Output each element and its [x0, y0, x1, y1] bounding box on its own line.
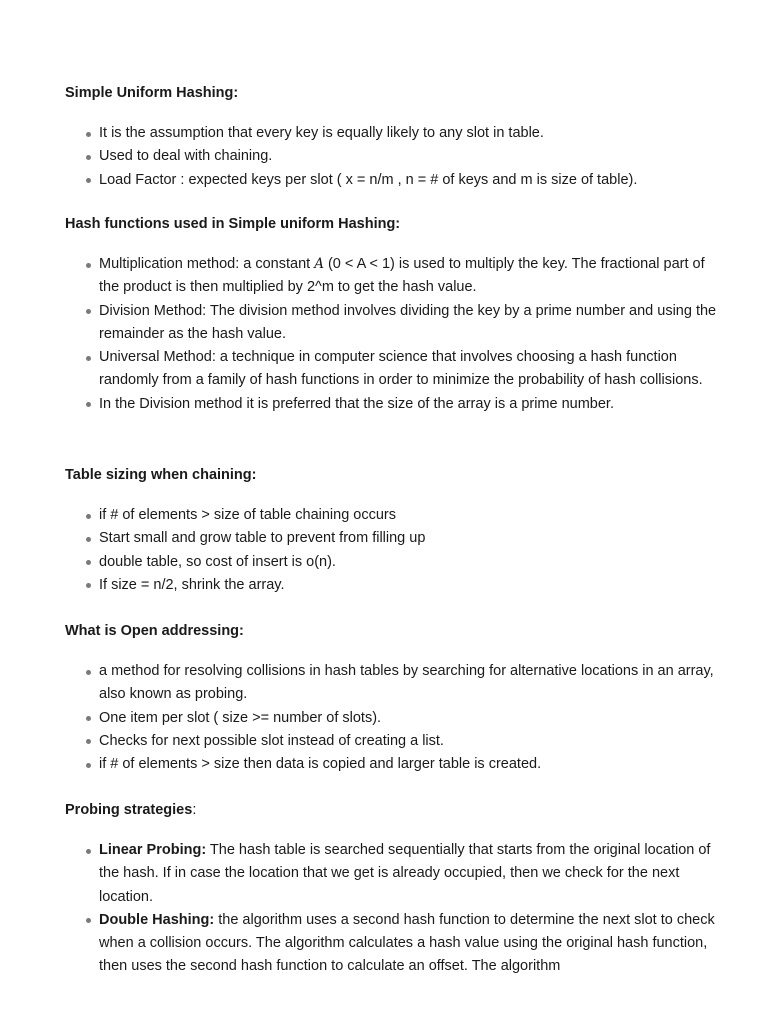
section-table-sizing	[65, 465, 725, 597]
list-item-text: The hash table is searched sequentially that starts from the original location of the hash. If in case the location that we get is already occupied, then we check for the next location.	[99, 842, 711, 905]
section-heading-colon: :	[192, 802, 197, 818]
section-heading: What is Open addressing:	[65, 623, 244, 639]
list-item	[65, 909, 725, 979]
section-probing-strategies	[65, 800, 725, 979]
list-item: One item per slot ( size >= number of slots).	[65, 707, 725, 730]
list-item: if # of elements > size of table chaining occurs	[65, 504, 725, 527]
bullet-list	[65, 839, 725, 979]
list-item-lead: Double Hashing:	[99, 911, 215, 928]
list-item: It is the assumption that every key is equally likely to any slot in table.	[65, 122, 725, 145]
bullet-list	[65, 660, 725, 776]
list-item: In the Division method it is preferred that the size of the array is a prime number.	[65, 393, 725, 416]
list-item-text: (0 < A < 1) is used to multiply the key. The fractional part of the product is then multiplied by 2^m to get the hash value.	[99, 256, 705, 296]
list-item: Universal Method: a technique in computer science that involves choosing a hash function randomly from a family of hash functions in order to minimize the probability of hash collisions.	[65, 346, 725, 393]
list-item: Load Factor : expected keys per slot ( x = n/m , n = # of keys and m is size of table).	[65, 169, 725, 192]
section-hash-functions	[65, 214, 725, 416]
section-heading	[65, 800, 725, 820]
list-item	[65, 839, 725, 909]
list-item-text: the algorithm uses a second hash function to determine the next slot to check when a collision occurs. The algorithm calculates a hash value using the original hash function, then uses the second hash function to calculate an offset. The algorithm	[99, 911, 715, 975]
bullet-list	[65, 504, 725, 597]
section-heading: Table sizing when chaining:	[65, 467, 257, 483]
list-item: If size = n/2, shrink the array.	[65, 574, 725, 597]
list-item: Start small and grow table to prevent from filling up	[65, 527, 725, 550]
section-heading: Hash functions used in Simple uniform Hashing:	[65, 216, 401, 232]
bullet-list	[65, 253, 725, 416]
list-item: double table, so cost of insert is o(n).	[65, 551, 725, 574]
section-heading-text: Probing strategies	[65, 802, 193, 818]
section-open-addressing	[65, 621, 725, 776]
math-symbol: A	[314, 256, 324, 272]
list-item: Division Method: The division method involves dividing the key by a prime number and using the remainder as the hash value.	[65, 300, 725, 347]
list-item-text: Multiplication method: a constant	[99, 256, 315, 272]
list-item: if # of elements > size then data is copied and larger table is created.	[65, 753, 725, 776]
list-item: Checks for next possible slot instead of creating a list.	[65, 730, 725, 753]
bullet-list	[65, 122, 725, 192]
list-item	[65, 253, 725, 300]
list-item: Used to deal with chaining.	[65, 145, 725, 168]
section-simple-uniform-hashing	[65, 83, 725, 192]
list-item-lead: Linear Probing:	[99, 842, 207, 858]
section-heading: Simple Uniform Hashing:	[65, 85, 239, 101]
list-item: a method for resolving collisions in hash tables by searching for alternative locations in an array, also known as probing.	[65, 660, 725, 707]
